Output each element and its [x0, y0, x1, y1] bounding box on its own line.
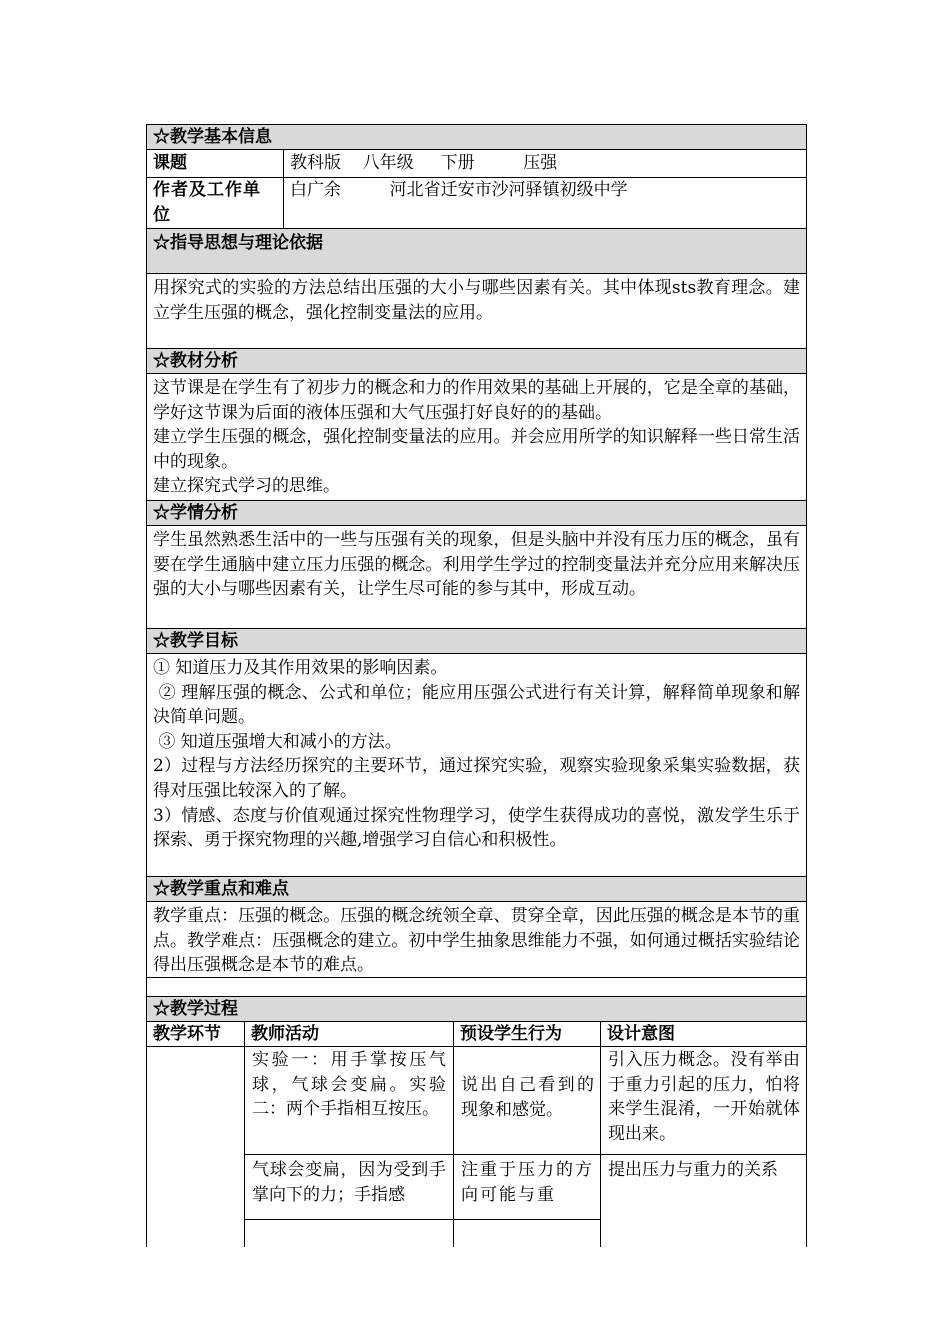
- goal-5: 3）情感、态度与价值观通过探究性物理学习，使学生获得成功的喜悦，激发学生乐于探索、勇于探究物理的兴趣,增强学习自信心和积极性。: [153, 805, 800, 851]
- process-col-intent: 设计意图: [607, 1024, 675, 1044]
- process-col-student: 预设学生行为: [454, 1022, 601, 1046]
- row1-teacher: 实验一：用手掌按压气球，气球会变扁。实验二：两个手指相互按压。: [252, 1050, 446, 1120]
- author-row: [146, 178, 807, 229]
- author-value: 白广余 河北省迁安市沙河驿镇初级中学: [290, 180, 628, 200]
- process-body: [146, 1047, 807, 1247]
- row1-intent: 引入压力概念。没有举由于重力引起的压力，怕将来学生混淆，一开始就体现出来。: [608, 1050, 800, 1144]
- process-col-teacher: 教师活动: [245, 1022, 454, 1046]
- material-paragraph-1: 这节课是在学生有了初步力的概念和力的作用效果的基础上开展的，它是全章的基础，学好这节课为后面的液体压强和大气压强打好良好的的基础。: [153, 378, 800, 423]
- process-column-headers: [146, 1022, 807, 1047]
- keypoints-text: [146, 902, 807, 978]
- row2-intent: 提出压力与重力的关系: [608, 1160, 778, 1180]
- material-text: [146, 374, 807, 501]
- guiding-text: [146, 274, 807, 349]
- students-text: [146, 526, 807, 629]
- goal-3: ③ 知道压强增大和减小的方法。: [153, 731, 402, 752]
- process-heading: ☆教学过程: [146, 997, 807, 1022]
- students-paragraph: 学生虽然熟悉生活中的一些与压强有关的现象，但是头脑中并没有压力压的概念，虽有要在学生通脑中建立压力压强的概念。利用学生学过的控制变量法并充分应用来解决压强的大小与哪些因素有关，让学生尽可能的参与其中，形成互动。: [153, 530, 800, 600]
- topic-row: [146, 150, 807, 178]
- process-col-stage: 教学环节: [147, 1022, 245, 1046]
- topic-label: 课题: [147, 150, 284, 177]
- basic-info-heading: ☆教学基本信息: [146, 124, 807, 150]
- material-paragraph-2: 建立学生压强的概念，强化控制变量法的应用。并会应用所学的知识解释一些日常生活中的现象。: [153, 427, 800, 472]
- guiding-heading: ☆指导思想与理论依据: [146, 229, 807, 274]
- keypoints-heading: ☆教学重点和难点: [146, 877, 807, 902]
- goals-text: [146, 654, 807, 877]
- students-heading: ☆学情分析: [146, 501, 807, 526]
- goal-4: 2）过程与方法经历探究的主要环节，通过探究实验，观察实验现象采集实验数据，获得对压强比较深入的了解。: [153, 756, 800, 801]
- row1-student-text: 说出自己看到的现象和感觉。: [461, 1075, 594, 1120]
- material-heading: ☆教材分析: [146, 349, 807, 374]
- goals-heading: ☆教学目标: [146, 629, 807, 654]
- goal-2: ② 理解压强的概念、公式和单位；能应用压强公式进行有关计算，解释简单现象和解决简单问题。: [153, 682, 800, 728]
- keypoints-paragraph: 教学重点：压强的概念。压强的概念统领全章、贯穿全章，因此压强的概念是本节的重点。教学难点：压强概念的建立。初中学生抽象思维能力不强，如何通过概括实验结论得出压强概念是本节的难点。: [153, 906, 800, 976]
- blank-row: [146, 978, 807, 997]
- material-paragraph-3: 建立探究式学习的思维。: [153, 476, 340, 497]
- topic-value: 教科版 八年级 下册 压强: [290, 153, 558, 173]
- author-label: 作者及工作单位: [147, 178, 284, 228]
- guiding-paragraph: 用探究式的实验的方法总结出压强的大小与哪些因素有关。其中体现sts教育理念。建立学生压强的概念，强化控制变量法的应用。: [153, 278, 800, 323]
- lesson-plan-table: [146, 124, 807, 1247]
- row2-teacher: 气球会变扁，因为受到手掌向下的力；手指感: [252, 1160, 446, 1205]
- goal-1: ① 知道压力及其作用效果的影响因素。: [153, 658, 448, 678]
- row2-student: 注重于压力的方向可能与重: [461, 1160, 594, 1205]
